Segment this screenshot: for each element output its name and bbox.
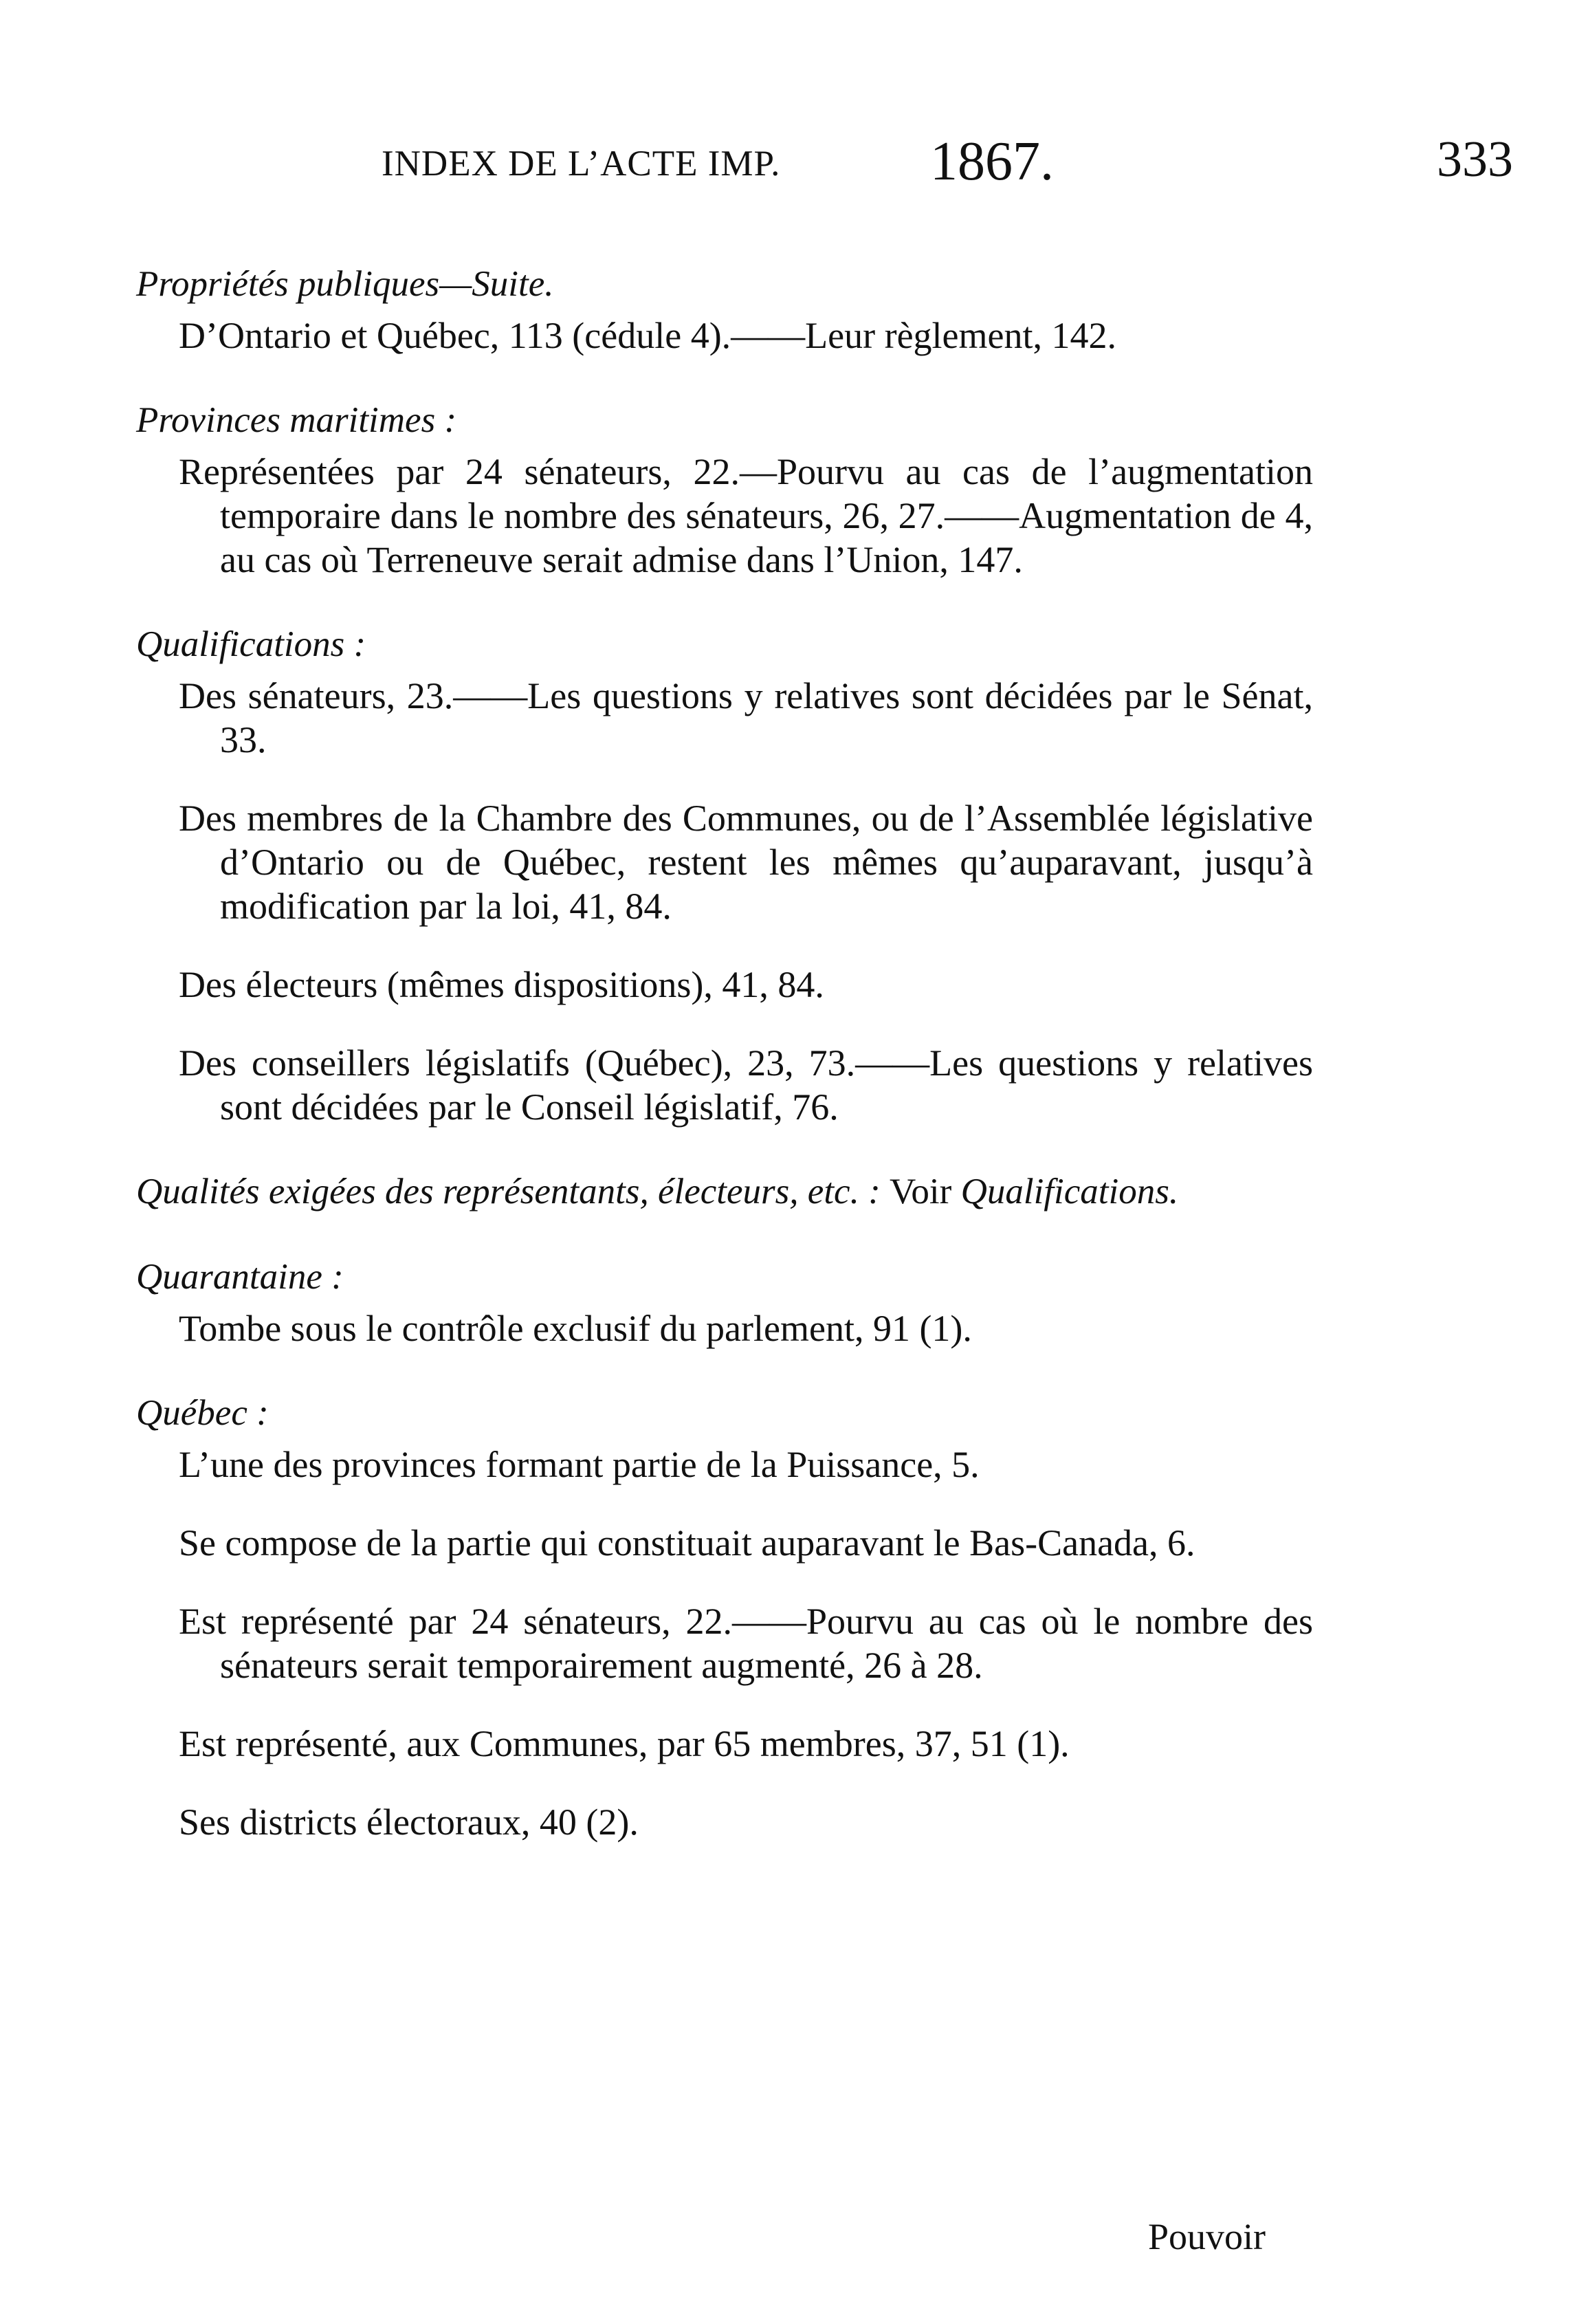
catchword: Pouvoir — [1148, 2216, 1266, 2257]
index-heading-qualifications: Qualifications : — [136, 624, 366, 664]
qualites-heading-text: Qualités exigées des représentants, électeurs, etc. : — [136, 1172, 881, 1212]
index-heading-proprietes-publiques: Propriétés publiques—Suite. — [136, 264, 554, 304]
index-entry: Ses districts électoraux, 40 (2). — [179, 1801, 639, 1843]
header-year: 1867. — [930, 131, 1054, 192]
index-entry: Des sénateurs, 23.——Les questions y relatives sont décidées par le Sénat, 33. — [179, 675, 1313, 760]
index-entry: D’Ontario et Québec, 113 (cédule 4).——Leur règlement, 142. — [179, 315, 1117, 356]
index-entry: Tombe sous le contrôle exclusif du parlement, 91 (1). — [179, 1308, 972, 1349]
index-heading-quarantaine: Quarantaine : — [136, 1257, 344, 1297]
header-title: INDEX DE L’ACTE IMP. — [382, 144, 781, 184]
index-heading-provinces-maritimes: Provinces maritimes : — [136, 400, 457, 440]
index-entry: Est représenté, aux Communes, par 65 membres, 37, 51 (1). — [179, 1723, 1070, 1764]
index-entry: L’une des provinces formant partie de la Puissance, 5. — [179, 1444, 980, 1485]
index-entry: Des conseillers législatifs (Québec), 23, 73.——Les questions y relatives sont décidées par le Conseil législatif, 76. — [179, 1042, 1313, 1128]
index-entry: Des électeurs (mêmes dispositions), 41, 84. — [179, 964, 824, 1005]
index-entry: Se compose de la partie qui constituait auparavant le Bas-Canada, 6. — [179, 1522, 1195, 1564]
index-body — [136, 261, 1313, 1844]
index-entry: Représentées par 24 sénateurs, 22.—Pourvu au cas de l’augmentation temporaire dans le nombre des sénateurs, 26, 27.——Augmentation de 4, au cas où Terreneuve serait admise dans l’Union, 147. — [179, 451, 1313, 580]
index-heading-qualites-exigees — [136, 1169, 1313, 1214]
page-number: 333 — [1437, 131, 1513, 188]
index-heading-quebec: Québec : — [136, 1393, 269, 1433]
index-entry: Des membres de la Chambre des Communes, ou de l’Assemblée législative d’Ontario ou de Québec, restent les mêmes qu’auparavant, jusqu’à modification par la loi, 41, 84. — [179, 798, 1313, 927]
see-also-label: Voir — [889, 1172, 952, 1212]
running-header — [0, 131, 1577, 206]
see-also-target: Qualifications. — [960, 1172, 1179, 1212]
index-entry: Est représenté par 24 sénateurs, 22.——Pourvu au cas où le nombre des sénateurs serait temporairement augmenté, 26 à 28. — [179, 1601, 1313, 1686]
